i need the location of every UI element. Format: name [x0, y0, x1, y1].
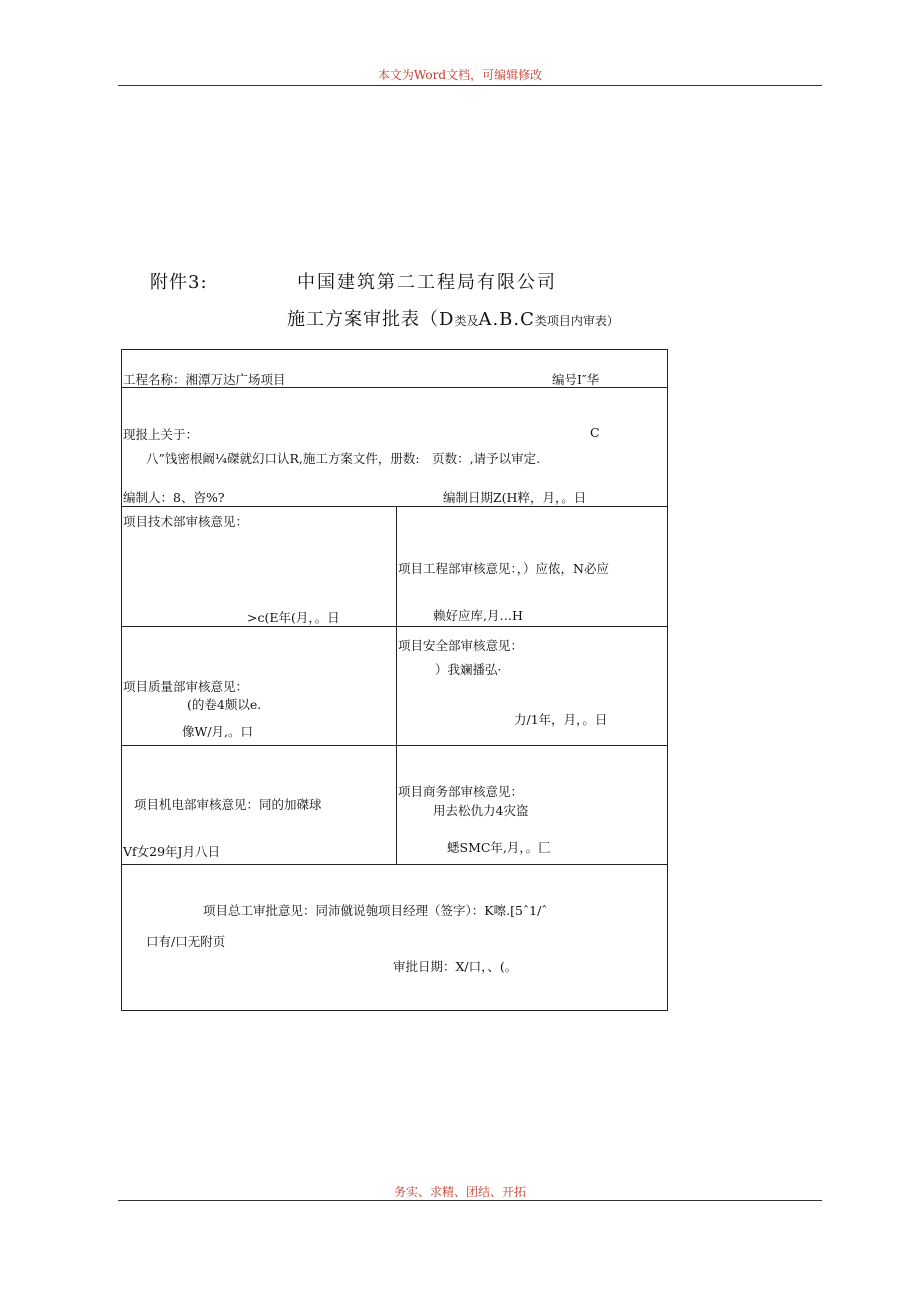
mech-dept-opinion: 项目机电部审核意见：同的加磔球: [134, 797, 322, 812]
report-body: 八”饯密根阚¼磔就幻口认R,施工方案文件，册数: 页数：,请予以审定.: [146, 451, 541, 466]
document-header-note: 本文为Word文档，可编辑修改: [377, 68, 543, 82]
preparer: 编制人：8、咨%?: [123, 490, 225, 505]
row-divider: [121, 864, 668, 865]
report-c-mark: C: [590, 425, 600, 440]
quality-dept-date: 像W/月,。口: [182, 724, 254, 739]
tech-dept-opinion: 项目技术部审核意见：: [123, 514, 249, 529]
report-label: 现报上关于：: [123, 427, 199, 442]
mech-dept-date: Vf女29年J月八日: [123, 844, 221, 859]
tech-dept-date: >c(E年(月，。日: [247, 610, 340, 625]
eng-dept-opinion: 项目工程部审核意见：，）应侬，N必应: [398, 561, 609, 576]
column-divider: [396, 506, 397, 864]
biz-dept-date: 蟋SMC年,月，。匚: [447, 840, 551, 855]
biz-dept-note: 用去松仇力4灾盗: [433, 803, 529, 818]
form-title-sub2: 类项目内审表）: [534, 314, 619, 328]
form-number: 编号I″华: [552, 372, 600, 387]
footer-divider: [118, 1200, 822, 1201]
safety-dept-note: ）我斓播弘·: [435, 662, 502, 677]
project-name: 工程名称：湘潭万达广场项目: [123, 372, 286, 387]
approval-date: 审批日期：X/口，、(。: [393, 959, 518, 974]
prepare-date: 编制日期Z(H粹，月，。日: [443, 490, 587, 505]
eng-dept-date: 赖好应库,月…H: [433, 608, 523, 623]
company-name: 中国建筑第二工程局有限公司: [297, 272, 557, 293]
row-divider: [121, 506, 668, 507]
chief-engineer-opinion: 项目总工审批意见：同沛僦说匏项目经理（签字）：K嚓.[5ˆ1/ˆ: [203, 903, 548, 918]
form-title-main: 施工方案审批表（D: [287, 309, 455, 330]
safety-dept-opinion: 项目安全部审核意见：: [398, 638, 524, 653]
quality-dept-opinion: 项目质量部审核意见：: [123, 679, 249, 694]
row-divider: [121, 745, 668, 746]
attachment-checkbox-line: 口有/口无附页: [146, 934, 226, 949]
form-title: [287, 305, 619, 331]
header-divider: [118, 85, 822, 86]
safety-dept-date: 力/1年，月，。日: [514, 712, 608, 727]
biz-dept-opinion: 项目商务部审核意见：: [398, 784, 524, 799]
attachment-label: 附件3:: [150, 272, 208, 293]
form-title-sub1: 类及: [454, 314, 479, 328]
form-title-mid: A.B.C: [478, 309, 535, 330]
document-footer-motto: 务实、求精、团结、开拓: [393, 1185, 526, 1199]
row-divider: [121, 626, 668, 627]
quality-dept-note: (的卷4颇以e.: [187, 697, 262, 712]
